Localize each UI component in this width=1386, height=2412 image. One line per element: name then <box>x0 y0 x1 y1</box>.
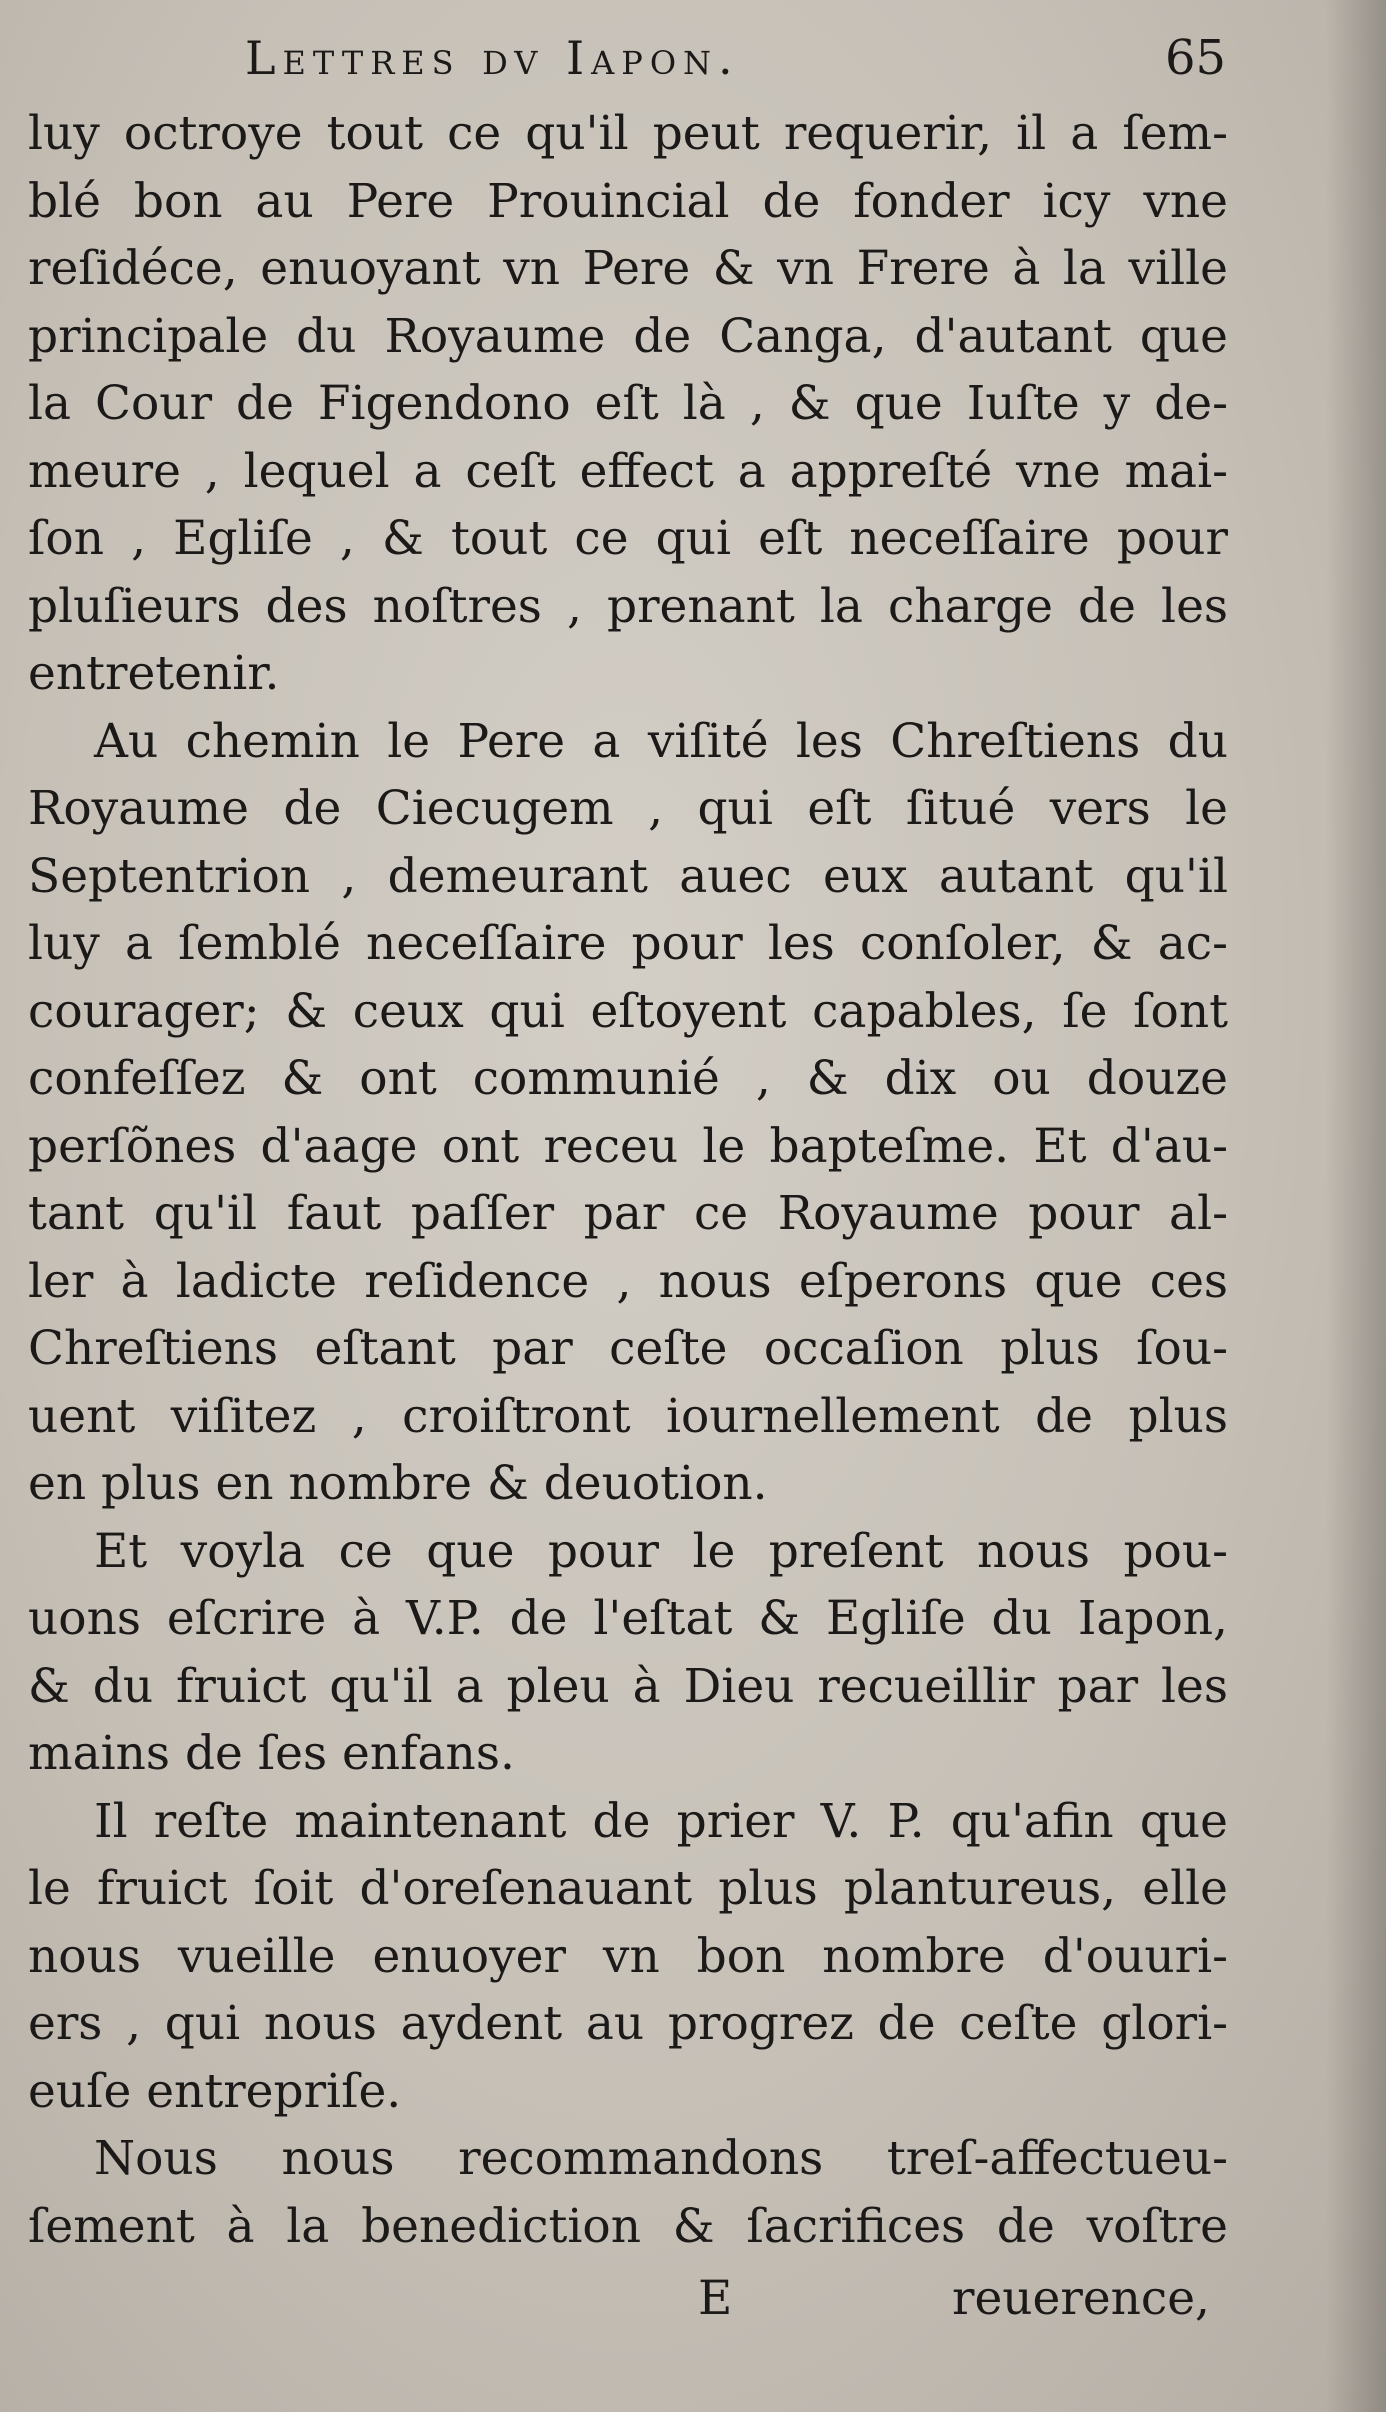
text-line: & du fruict qu'il a pleu à Dieu recueillir par les <box>28 1658 1228 1714</box>
text-line: luy a ſemblé neceſſaire pour les conſoler, & ac- <box>28 916 1228 971</box>
paragraph-1 <box>28 100 1228 708</box>
running-title: Lettres dv Iapon. <box>245 31 740 85</box>
text-block <box>28 100 1228 2260</box>
text-line: Et voyla ce que pour le preſent nous pou- <box>94 1523 1228 1579</box>
text-line: ers , qui nous aydent au progrez de ceſte glori- <box>28 1996 1228 2051</box>
text-line: ſement à la benediction & ſacrifices de voſtre <box>28 2198 1228 2254</box>
text-line: en plus en nombre & deuotion. <box>28 1456 768 1511</box>
text-line: Il reſte maintenant de prier V. P. qu'afin que <box>94 1793 1228 1849</box>
text-line: confeſſez & ont communié , & dix ou douze <box>28 1051 1228 1106</box>
text-line: ſon , Egliſe , & tout ce qui eſt neceſſaire pour <box>28 511 1228 566</box>
text-line: courager; & ceux qui eſtoyent capables, ſe ſont <box>28 983 1228 1039</box>
text-line: ler à ladicte reſidence , nous eſperons que ces <box>28 1253 1228 1309</box>
text-line: principale du Royaume de Canga, d'autant que <box>28 308 1228 364</box>
page-edge-shadow <box>1326 0 1386 2412</box>
page-footer <box>0 2265 1386 2332</box>
text-line: perſõnes d'aage ont receu le bapteſme. Et d'au- <box>28 1118 1228 1174</box>
text-line: euſe entrepriſe. <box>28 2063 402 2119</box>
text-line: le fruict ſoit d'oreſenauant plus plantureus, elle <box>28 1861 1228 1916</box>
text-line: blé bon au Pere Prouincial de fonder icy vne <box>28 173 1228 229</box>
paragraph-5 <box>28 2125 1228 2260</box>
text-line: uent viſitez , croiſtront iournellement de plus <box>28 1388 1228 1444</box>
page-number: 65 <box>1165 30 1227 86</box>
signature-mark: E <box>698 2271 733 2326</box>
paragraph-4 <box>28 1788 1228 2126</box>
text-line: tant qu'il faut paſſer par ce Royaume pour al- <box>28 1186 1228 1241</box>
text-line: mains de ſes enfans. <box>28 1726 515 1781</box>
text-line: luy octroye tout ce qu'il peut requerir, il a ſem- <box>28 106 1228 161</box>
text-line: pluſieurs des noſtres , prenant la charge de les <box>28 578 1228 634</box>
text-line: reſidéce, enuoyant vn Pere & vn Frere à la ville <box>28 241 1228 296</box>
text-line: uons eſcrire à V.P. de l'eſtat & Egliſe du Iapon, <box>28 1591 1228 1646</box>
catchword: reuerence, <box>952 2271 1210 2326</box>
running-head <box>0 28 1386 88</box>
text-line: Chreſtiens eſtant par ceſte occaſion plus ſou- <box>28 1321 1228 1376</box>
text-line: Au chemin le Pere a viſité les Chreſtiens du <box>94 713 1228 769</box>
text-line: Royaume de Ciecugem , qui eſt ſitué vers le <box>28 781 1228 836</box>
paragraph-2 <box>28 708 1228 1518</box>
text-line: entretenir. <box>28 646 280 701</box>
text-line: la Cour de Figendono eſt là , & que Iuſte y de- <box>28 376 1228 431</box>
text-line: Nous nous recommandons treſ-affectueu- <box>94 2131 1228 2186</box>
text-line: meure , lequel a ceſt effect a appreſté vne mai- <box>28 443 1228 499</box>
text-line: nous vueille enuoyer vn bon nombre d'ouuri- <box>28 1928 1228 1984</box>
text-line: Septentrion , demeurant auec eux autant qu'il <box>28 848 1228 904</box>
paragraph-3 <box>28 1518 1228 1788</box>
